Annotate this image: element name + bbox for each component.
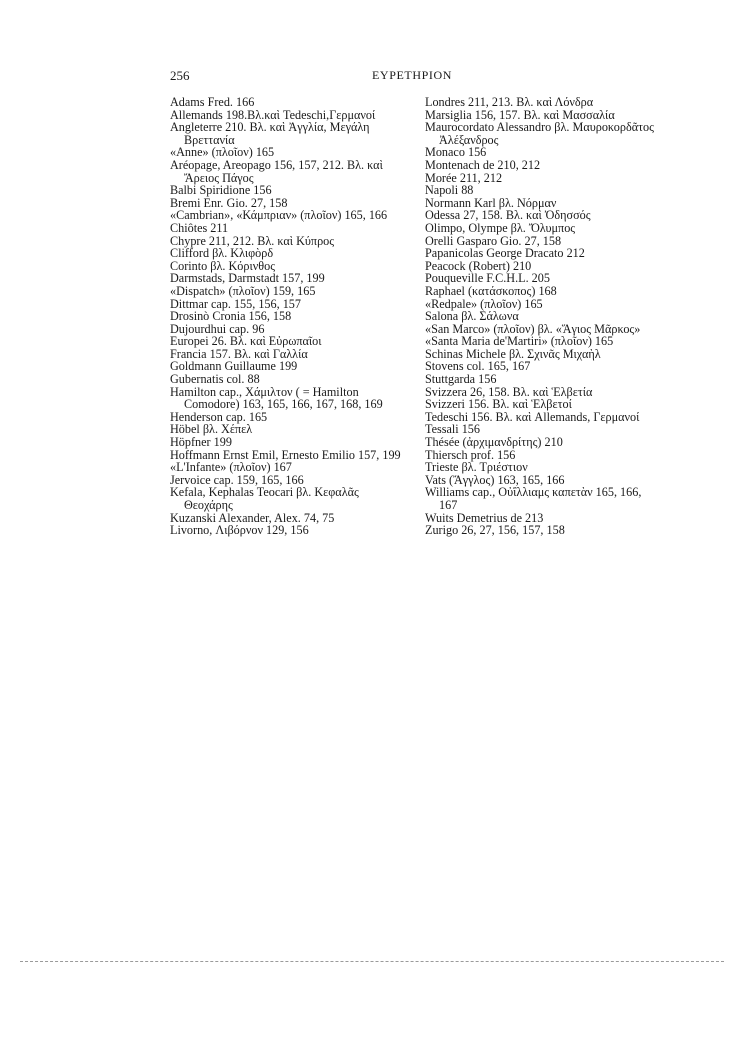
index-entry: Maurocordato Alessandro βλ. Μαυροκορδᾶτος Ἀλέξανδρος bbox=[425, 120, 654, 147]
index-entry: Bremi Enr. Gio. 27, 158 bbox=[170, 195, 288, 210]
index-entry: Livorno, Λιβόρνον 129, 156 bbox=[170, 523, 309, 538]
index-entry: Tedeschi 156. Βλ. καὶ Allemands, Γερμανοί bbox=[425, 409, 640, 424]
index-entry: «Dispatch» (πλοῖον) 159, 165 bbox=[170, 283, 316, 298]
index-column-right bbox=[425, 96, 657, 537]
index-entry: Aréopage, Areopago 156, 157, 212. Βλ. καὶ Ἄρειος Πάγος bbox=[170, 157, 383, 185]
index-entry: Svizzeri 156. Βλ. καὶ Ἑλβετοί bbox=[425, 397, 572, 412]
index-entry: Drosinò Cronia 156, 158 bbox=[170, 309, 292, 324]
index-entry: Monaco 156 bbox=[425, 145, 487, 160]
index-entry: Höpfner 199 bbox=[170, 435, 232, 450]
index-entry: Jervoice cap. 159, 165, 166 bbox=[170, 472, 304, 487]
index-entry: «Cambrian», «Κάμπριαν» (πλοῖον) 165, 166 bbox=[170, 208, 388, 223]
index-entry: Europei 26. Βλ. καὶ Εὐρωπαῖοι bbox=[170, 334, 322, 349]
index-entry: Adams Fred. 166 bbox=[170, 95, 255, 109]
index-entry: Chypre 211, 212. Βλ. καὶ Κύπρος bbox=[170, 233, 335, 248]
index-entry: Chiôtes 211 bbox=[170, 220, 229, 235]
index-entry: Vats (Ἄγγλος) 163, 165, 166 bbox=[425, 472, 565, 487]
index-entry: Londres 211, 213. Βλ. καὶ Λόνδρα bbox=[425, 95, 594, 109]
page-number: 256 bbox=[170, 68, 190, 83]
index-entry: «Anne» (πλοῖον) 165 bbox=[170, 145, 275, 160]
index-entry: Napoli 88 bbox=[425, 183, 474, 198]
index-entry: Clifford βλ. Κλιφὸρδ bbox=[170, 246, 274, 261]
index-entry: Gubernatis col. 88 bbox=[170, 372, 260, 387]
index-entry: Höbel βλ. Χέπελ bbox=[170, 422, 253, 437]
index-entry: «Redpale» (πλοῖον) 165 bbox=[425, 296, 543, 311]
index-entry: Francia 157. Βλ. καὶ Γαλλία bbox=[170, 346, 308, 361]
index-entry: Williams cap., Οὐΐλλιαμς καπετὰν 165, 166, 167 bbox=[425, 485, 642, 512]
index-entry: Kefala, Kephalas Teocari βλ. Κεφαλᾶς Θεοχάρης bbox=[170, 485, 359, 512]
index-entry: Hoffmann Ernst Emil, Ernesto Emilio 157, 199 bbox=[170, 447, 401, 462]
index-entry: «San Marco» (πλοῖον) βλ. «Ἅγιος Μᾶρκος» bbox=[425, 321, 641, 336]
index-entry: Wuits Demetrius de 213 bbox=[425, 510, 544, 525]
index-entry: Allemands 198.Βλ.καὶ Tedeschi,Γερμανοί bbox=[170, 107, 376, 122]
index-entry: Thésée (ἀρχιμανδρίτης) 210 bbox=[425, 435, 563, 450]
index-entry: Olimpo, Olympe βλ. Ὄλυμπος bbox=[425, 220, 576, 235]
running-head: ΕΥΡΕΤΗΡΙΟΝ bbox=[372, 68, 452, 82]
index-entry: Orelli Gasparo Gio. 27, 158 bbox=[425, 233, 562, 248]
bottom-scan-line bbox=[20, 961, 724, 962]
index-entry: Raphael (κατάσκοπος) 168 bbox=[425, 283, 557, 298]
index-entry: Marsiglia 156, 157. Βλ. καὶ Μασσαλία bbox=[425, 107, 615, 122]
index-entry: Corinto βλ. Κόρινθος bbox=[170, 258, 276, 273]
index-entry: Normann Karl βλ. Νόρμαν bbox=[425, 195, 557, 210]
index-entry: Dittmar cap. 155, 156, 157 bbox=[170, 296, 301, 311]
index-entry: Morée 211, 212 bbox=[425, 170, 503, 185]
index-entry: Schinas Michele βλ. Σχινᾶς Μιχαὴλ bbox=[425, 346, 601, 361]
index-entry: Odessa 27, 158. Βλ. καὶ Ὀδησσός bbox=[425, 208, 591, 223]
index-entry: Thiersch prof. 156 bbox=[425, 447, 516, 462]
index-entry: Angleterre 210. Βλ. καὶ Ἀγγλία, Μεγάλη Βρεττανία bbox=[170, 120, 370, 147]
index-entry: Papanicolas George Dracato 212 bbox=[425, 246, 585, 261]
index-column-left bbox=[170, 96, 402, 537]
index-entry: Darmstads, Darmstadt 157, 199 bbox=[170, 271, 325, 286]
index-entry: Kuzanski Alexander, Alex. 74, 75 bbox=[170, 510, 335, 525]
index-entry: Svizzera 26, 158. Βλ. καὶ Ἑλβετία bbox=[425, 384, 593, 399]
index-entry: Hamilton cap., Χάμιλτον ( = Hamilton Comodore) 163, 165, 166, 167, 168, 169 bbox=[170, 384, 383, 412]
index-entry: Trieste βλ. Τριέστιον bbox=[425, 460, 528, 475]
index-entry: Peacock (Robert) 210 bbox=[425, 258, 532, 273]
index-entry: Tessali 156 bbox=[425, 422, 480, 437]
index-entry: «L'Infante» (πλοῖον) 167 bbox=[170, 460, 292, 475]
index-entry: «Santa Maria de'Martiri» (πλοῖον) 165 bbox=[425, 334, 614, 349]
index-entry: Stovens col. 165, 167 bbox=[425, 359, 531, 374]
index-entry: Henderson cap. 165 bbox=[170, 409, 268, 424]
index-entry: Dujourdhui cap. 96 bbox=[170, 321, 265, 336]
index-entry: Montenach de 210, 212 bbox=[425, 157, 541, 172]
index-entry: Goldmann Guillaume 199 bbox=[170, 359, 298, 374]
index-entry: Pouqueville F.C.H.L. 205 bbox=[425, 271, 550, 286]
index-entry: Salona βλ. Σάλωνα bbox=[425, 309, 519, 324]
index-entry: Balbi Spiridione 156 bbox=[170, 183, 272, 198]
index-entry: Zurigo 26, 27, 156, 157, 158 bbox=[425, 523, 565, 538]
index-entry: Stuttgarda 156 bbox=[425, 372, 497, 387]
